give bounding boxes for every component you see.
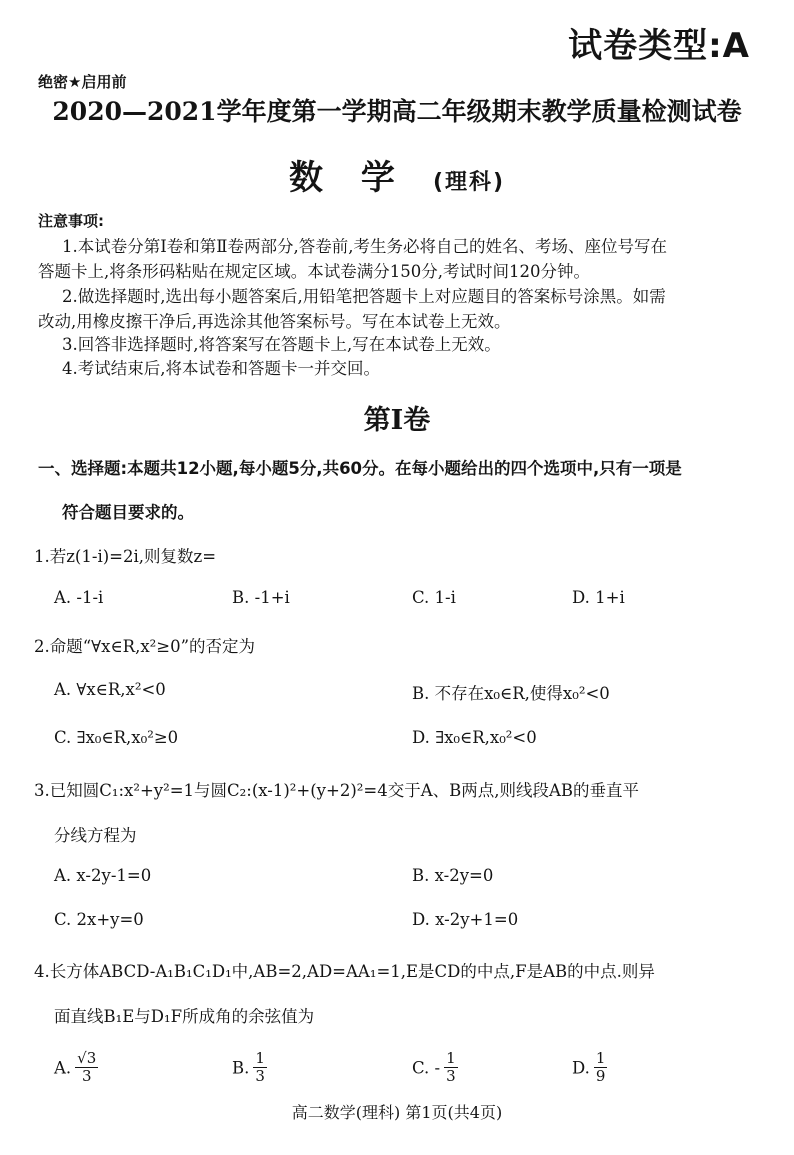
- fraction-numerator: 1: [446, 1049, 456, 1067]
- subject-track: (理科): [432, 170, 506, 195]
- note-line: 4.考试结束后,将本试卷和答题卡一并交回。: [62, 359, 380, 378]
- option-a: [54, 1050, 98, 1086]
- option-c: [412, 1050, 458, 1086]
- option-a: A. -1-i: [54, 588, 104, 607]
- option-b: [232, 1050, 267, 1086]
- question-stem: 1.若z(1-i)=2i,则复数z=: [34, 547, 217, 566]
- question-stem: 2.命题“∀x∈R,x²≥0”的否定为: [34, 637, 256, 656]
- exam-title: 2020—2021学年度第一学期高二年级期末教学质量检测试卷: [52, 97, 742, 126]
- option-label: D.: [572, 1058, 590, 1078]
- option-c: C. 1-i: [412, 588, 456, 607]
- option-a: A. ∀x∈R,x²<0: [54, 680, 166, 699]
- note-line: 3.回答非选择题时,将答案写在答题卡上,写在本试卷上无效。: [62, 335, 501, 354]
- subject-title: [0, 150, 794, 199]
- note-line: 改动,用橡皮擦干净后,再选涂其他答案标号。写在本试卷上无效。: [38, 312, 511, 331]
- option-a: A. x-2y-1=0: [54, 866, 152, 885]
- fraction-numerator: 1: [595, 1049, 606, 1067]
- notes-heading: 注意事项:: [38, 212, 104, 230]
- question-stem-continued: 面直线B₁E与D₁F所成角的余弦值为: [54, 1007, 315, 1026]
- fraction-denominator: 3: [446, 1067, 456, 1086]
- fraction: [253, 1050, 267, 1086]
- fraction-numerator: √3: [77, 1049, 97, 1067]
- page-footer: 高二数学(理科) 第1页(共4页): [291, 1103, 503, 1122]
- option-c: C. ∃x₀∈R,x₀²≥0: [54, 728, 179, 747]
- question-stem: 4.长方体ABCD-A₁B₁C₁D₁中,AB=2,AD=AA₁=1,E是CD的中点,F是AB的中点.则异: [34, 962, 655, 981]
- question-stem-continued: 分线方程为: [54, 826, 137, 845]
- option-b: B. 不存在x₀∈R,使得x₀²<0: [412, 684, 610, 703]
- option-d: [572, 1050, 607, 1086]
- option-label: C. -: [412, 1058, 441, 1078]
- fraction-denominator: 3: [81, 1067, 92, 1086]
- part-heading: 第Ⅰ卷: [363, 405, 431, 436]
- option-c: C. 2x+y=0: [54, 910, 144, 929]
- question-stem: 3.已知圆C₁:x²+y²=1与圆C₂:(x-1)²+(y+2)²=4交于A、B两点,则线段AB的垂直平: [34, 781, 640, 800]
- fraction: [444, 1050, 458, 1086]
- option-b: B. -1+i: [232, 588, 290, 607]
- fraction-numerator: 1: [255, 1049, 265, 1067]
- option-label: A.: [54, 1058, 72, 1078]
- fraction-denominator: 9: [595, 1067, 606, 1086]
- fraction: [75, 1050, 98, 1086]
- fraction-denominator: 3: [255, 1067, 265, 1086]
- section-instructions: 一、选择题:本题共12小题,每小题5分,共60分。在每小题给出的四个选项中,只有一项是: [38, 459, 682, 478]
- confidential-label: 绝密★启用前: [38, 73, 127, 91]
- section-instructions: 符合题目要求的。: [62, 503, 194, 522]
- option-label: B.: [232, 1058, 250, 1078]
- option-d: D. 1+i: [572, 588, 625, 607]
- exam-type-label: 试卷类型:A: [568, 26, 750, 66]
- note-line: 答题卡上,将条形码粘贴在规定区域。本试卷满分150分,考试时间120分钟。: [38, 262, 590, 281]
- option-b: B. x-2y=0: [412, 866, 494, 885]
- fraction: [594, 1050, 608, 1086]
- option-d: D. ∃x₀∈R,x₀²<0: [412, 728, 537, 747]
- option-d: D. x-2y+1=0: [412, 910, 519, 929]
- note-line: 2.做选择题时,选出每小题答案后,用铅笔把答题卡上对应题目的答案标号涂黑。如需: [62, 287, 666, 306]
- note-line: 1.本试卷分第Ⅰ卷和第Ⅱ卷两部分,答卷前,考生务必将自己的姓名、考场、座位号写在: [62, 237, 667, 256]
- subject-name: 数学: [288, 158, 433, 198]
